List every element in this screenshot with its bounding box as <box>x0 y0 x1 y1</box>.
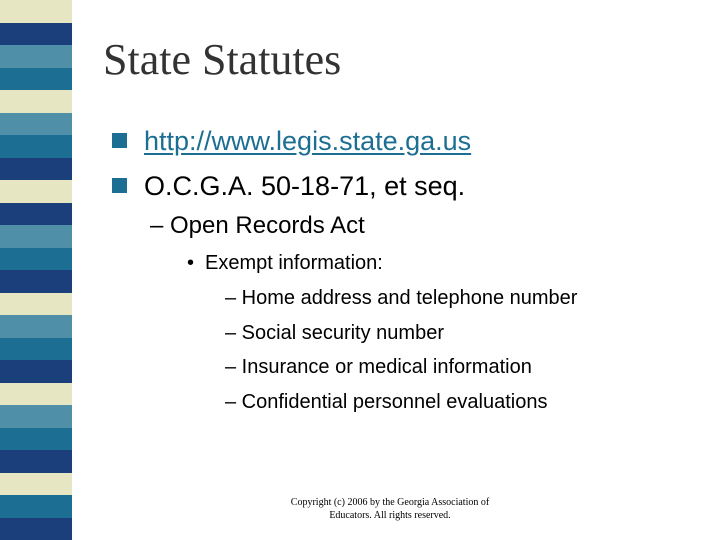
stripe-block <box>0 113 72 136</box>
stripe-block <box>0 450 72 473</box>
stripe-block <box>0 90 72 113</box>
stripe-block <box>0 180 72 203</box>
stripe-block <box>0 225 72 248</box>
slide-title: State Statutes <box>103 35 342 84</box>
stripe-block <box>0 473 72 496</box>
stripe-block <box>0 158 72 181</box>
sub-sub-bullet-text: Exempt information: <box>205 252 383 274</box>
stripe-block <box>0 135 72 158</box>
stripe-block <box>0 293 72 316</box>
stripe-block <box>0 0 72 23</box>
stripe-block <box>0 338 72 361</box>
footer-line: Copyright (c) 2006 by the Georgia Association of <box>290 497 490 508</box>
footer-line: Educators. All rights reserved. <box>329 510 451 521</box>
sub-bullet: – Open Records Act <box>150 212 365 239</box>
list-item: – Insurance or medical information <box>225 356 532 378</box>
stripe-block <box>0 383 72 406</box>
stripe-block <box>0 518 72 540</box>
stripe-block <box>0 428 72 451</box>
list-item: – Social security number <box>225 322 444 344</box>
stripe-block <box>0 270 72 293</box>
dot-bullet-icon: • <box>187 252 195 274</box>
stripe-block <box>0 68 72 91</box>
stripe-block <box>0 203 72 226</box>
bullet-text: O.C.G.A. 50-18-71, et seq. <box>144 171 466 201</box>
stripe-block <box>0 495 72 518</box>
stripe-block <box>0 360 72 383</box>
statute-link[interactable]: http://www.legis.state.ga.us <box>144 126 472 156</box>
copyright-footer <box>200 496 580 522</box>
stripe-block <box>0 405 72 428</box>
list-item: – Home address and telephone number <box>225 287 578 309</box>
stripe-block <box>0 315 72 338</box>
list-item: – Confidential personnel evaluations <box>225 391 548 413</box>
decorative-stripe <box>0 0 72 540</box>
square-bullet-icon <box>112 133 127 148</box>
stripe-block <box>0 23 72 46</box>
stripe-block <box>0 45 72 68</box>
stripe-block <box>0 248 72 271</box>
square-bullet-icon <box>112 178 127 193</box>
